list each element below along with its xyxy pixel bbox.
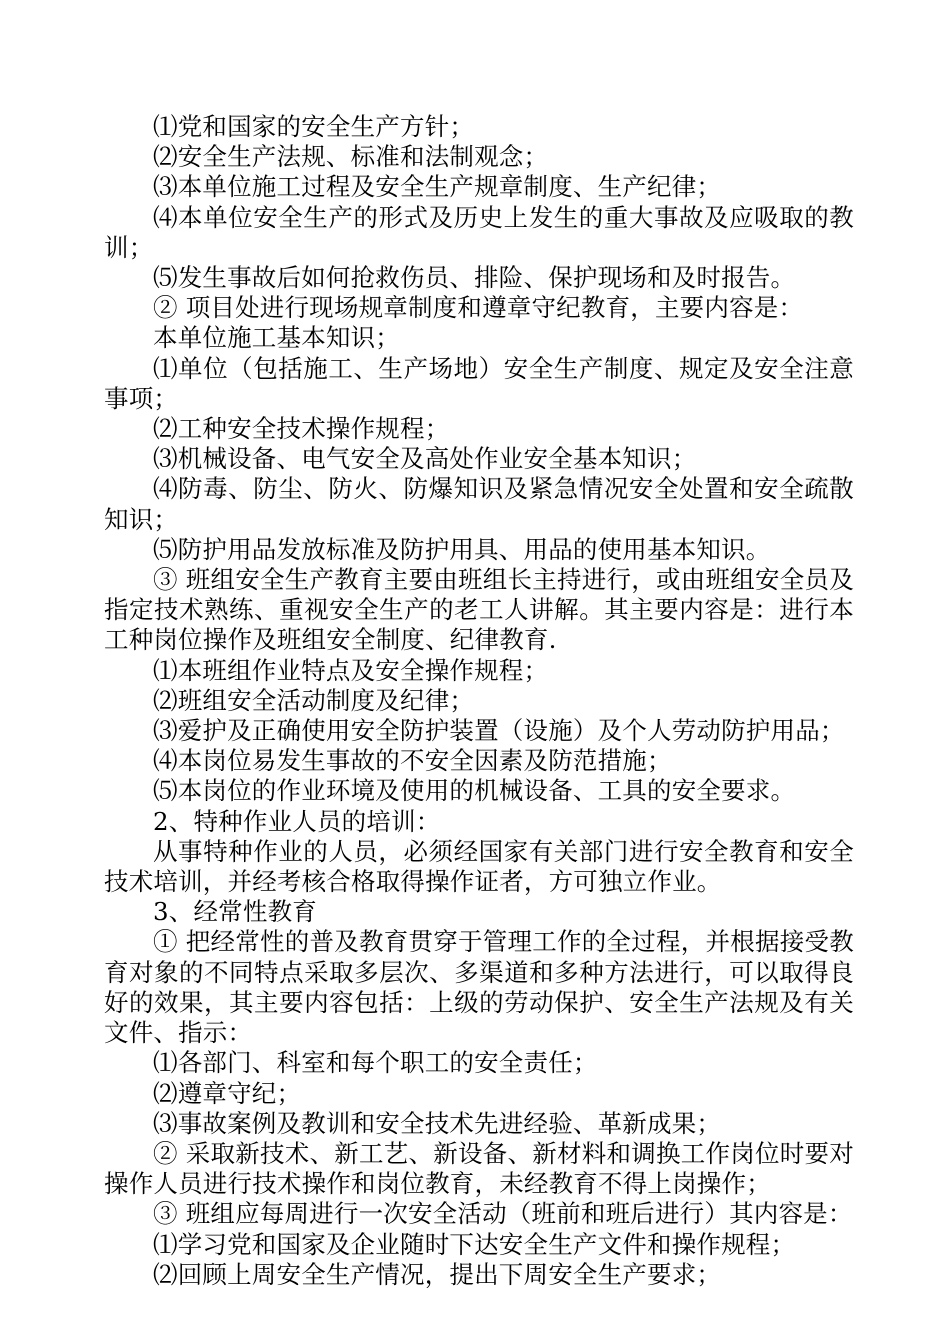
paragraph: ⑴党和国家的安全生产方针； (153, 112, 475, 141)
paragraph: ⑴各部门、科室和每个职工的安全责任； (153, 1048, 598, 1078)
paragraph: 从事特种作业的人员，必须经国家有关部门进行安全教育和安全技术培训，并经考核合格取得操作证者，方可独立作业。 (104, 836, 854, 897)
paragraph: ③ 班组应每周进行一次安全活动（班前和班后进行）其内容是： (153, 1199, 853, 1229)
paragraph: ⑸本岗位的作业环境及使用的机械设备、工具的安全要求。 (153, 776, 796, 806)
paragraph: ⑸防护用品发放标准及防护用具、用品的使用基本知识。 (153, 534, 771, 564)
paragraph: ⑵遵章守纪； (153, 1078, 302, 1108)
paragraph: ⑸发生事故后如何抢救伤员、排险、保护现场和及时报告。 (153, 263, 796, 293)
paragraph: 2、特种作业人员的培训： (153, 806, 441, 836)
paragraph: ① 把经常性的普及教育贯穿于管理工作的全过程，并根据接受教育对象的不同特点采取多层次、多渠道和多种方法进行，可以取得良好的效果，其主要内容包括：上级的劳动保护、安全生产法规及有关文件、指示： (104, 927, 854, 1048)
paragraph: ② 采取新技术、新工艺、新设备、新材料和调换工作岗位时要对操作人员进行技术操作和岗位教育，未经教育不得上岗操作； (104, 1138, 854, 1199)
paragraph: ⑷防毒、防尘、防火、防爆知识及紧急情况安全处置和安全疏散知识； (104, 474, 854, 534)
paragraph: ⑶爱护及正确使用安全防护装置（设施）及个人劳动防护用品； (153, 716, 845, 746)
paragraph: ⑷本岗位易发生事故的不安全因素及防范措施； (153, 746, 672, 776)
paragraph: 本单位施工基本知识； (153, 323, 400, 353)
paragraph: ② 项目处进行现场规章制度和遵章守纪教育，主要内容是： (153, 293, 804, 323)
paragraph: ⑵班组安全活动制度及纪律； (153, 685, 475, 715)
paragraph: 3、经常性教育 (153, 897, 317, 927)
paragraph: ③ 班组安全生产教育主要由班组长主持进行，或由班组安全员及指定技术熟练、重视安全生产的老工人讲解。其主要内容是：进行本工种岗位操作及班组安全制度、纪律教育. (104, 565, 854, 655)
paragraph: ⑷本单位安全生产的形式及历史上发生的重大事故及应吸取的教训； (104, 202, 854, 262)
paragraph: ⑵安全生产法规、标准和法制观念； (153, 142, 549, 172)
paragraph: ⑴单位（包括施工、生产场地）安全生产制度、规定及安全注意事项； (104, 353, 854, 413)
paragraph: ⑶机械设备、电气安全及高处作业安全基本知识； (153, 444, 697, 474)
paragraph: ⑵工种安全技术操作规程； (153, 414, 450, 444)
paragraph: ⑴本班组作业特点及安全操作规程； (153, 655, 549, 685)
paragraph: ⑶事故案例及教训和安全技术先进经验、革新成果； (153, 1108, 722, 1138)
paragraph: ⑴学习党和国家及企业随时下达安全生产文件和操作规程； (153, 1229, 796, 1259)
paragraph: ⑶本单位施工过程及安全生产规章制度、生产纪律； (153, 172, 722, 202)
paragraph: ⑵回顾上周安全生产情况，提出下周安全生产要求； (153, 1259, 722, 1289)
document-page (104, 112, 854, 1290)
